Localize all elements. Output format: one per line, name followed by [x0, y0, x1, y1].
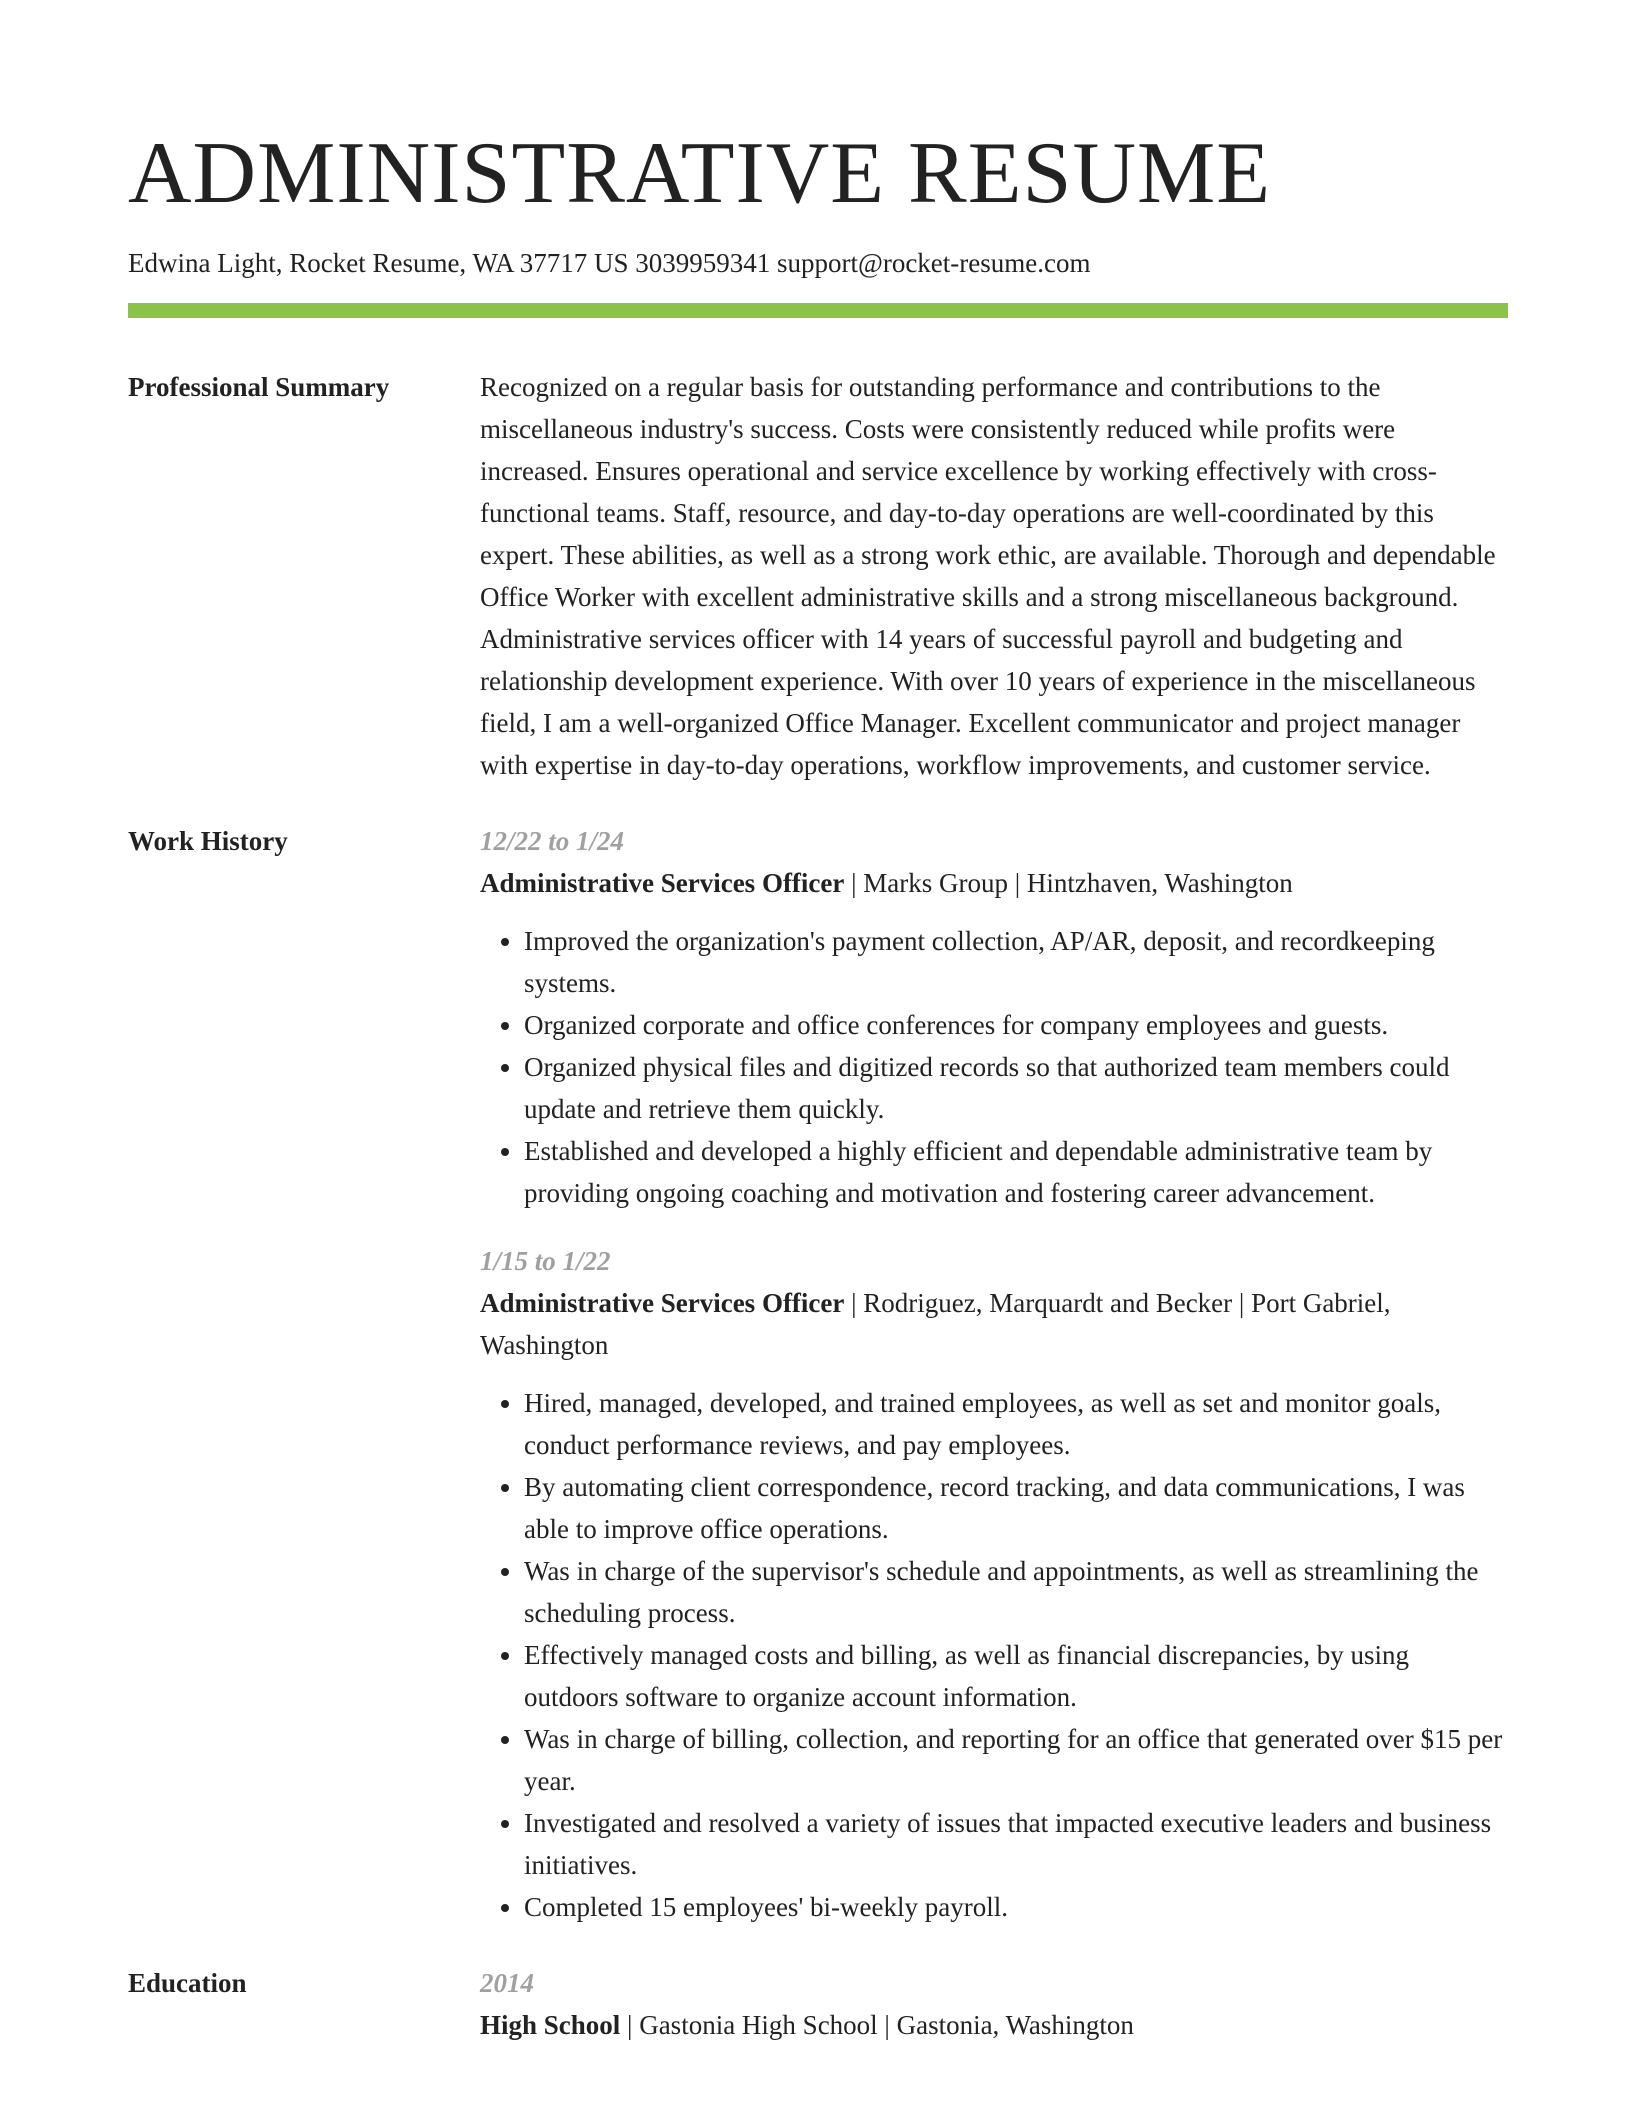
header-divider	[128, 303, 1508, 318]
job-details: | Marks Group | Hintzhaven, Washington	[844, 868, 1293, 899]
summary-body	[480, 366, 1508, 786]
summary-text: Recognized on a regular basis for outstanding performance and contributions to the miscellaneous industry's success. Costs were consistently reduced while profits were increased. Ensures operational and service excellence by working effectively with cross-functional teams. Staff, resource, and day-to-day operations are well-coordinated by this expert. These abilities, as well as a strong work ethic, are available. Thorough and dependable Office Worker with excellent administrative skills and a strong miscellaneous background. Administrative services officer with 14 years of successful payroll and budgeting and relationship development experience. With over 10 years of experience in the miscellaneous field, I am a well-organized Office Manager. Excellent communicator and project manager with expertise in day-to-day operations, workflow improvements, and customer service.	[480, 372, 1496, 781]
contact-name-location: Edwina Light, Rocket Resume, WA 37717 US	[128, 248, 629, 278]
education-body	[480, 1962, 1508, 2046]
work-history-body	[480, 820, 1508, 1928]
job-bullet: • Effectively managed costs and billing, as well as financial discrepancies, by using outdoors software to organize account information.	[524, 1634, 1508, 1718]
resume-title: ADMINISTRATIVE RESUME	[128, 125, 1271, 222]
job-bullet: • Investigated and resolved a variety of issues that impacted executive leaders and business initiatives.	[524, 1802, 1508, 1886]
section-label-summary: Professional Summary	[128, 372, 390, 403]
job-bullet: • Improved the organization's payment collection, AP/AR, deposit, and recordkeeping systems.	[524, 920, 1508, 1004]
job-title: Administrative Services Officer	[480, 868, 845, 899]
job-heading	[480, 862, 1508, 904]
education-degree: High School	[480, 2010, 621, 2041]
education-heading	[480, 2004, 1508, 2046]
job-dates: 1/15 to 1/22	[480, 1246, 611, 1277]
job-bullets	[480, 1382, 1508, 1928]
job-entry	[480, 1240, 1508, 1928]
job-bullet: • Completed 15 employees' bi-weekly payroll.	[524, 1886, 1508, 1928]
education-section	[128, 1962, 1508, 2046]
education-dates: 2014	[480, 1968, 534, 1999]
section-label-education: Education	[128, 1968, 247, 1999]
job-heading	[480, 1282, 1508, 1366]
job-details: | Rodriguez, Marquardt and Becker | Port Gabriel, Washington	[480, 1288, 1391, 1361]
job-bullet: • Organized corporate and office conferences for company employees and guests.	[524, 1004, 1508, 1046]
job-bullet: • By automating client correspondence, record tracking, and data communications, I was able to improve office operations.	[524, 1466, 1508, 1550]
work-history-section	[128, 820, 1508, 1928]
job-bullet: • Was in charge of the supervisor's schedule and appointments, as well as streamlining the scheduling process.	[524, 1550, 1508, 1634]
education-details: | Gastonia High School | Gastonia, Washington	[620, 2010, 1134, 2041]
job-bullet: • Was in charge of billing, collection, and reporting for an office that generated over $15 per year.	[524, 1718, 1508, 1802]
contact-line	[128, 246, 1508, 281]
job-title: Administrative Services Officer	[480, 1288, 845, 1319]
contact-phone: 3039959341	[635, 248, 771, 278]
job-bullet: • Organized physical files and digitized records so that authorized team members could update and retrieve them quickly.	[524, 1046, 1508, 1130]
section-label-work-history: Work History	[128, 826, 288, 857]
job-dates: 12/22 to 1/24	[480, 826, 625, 857]
job-bullets	[480, 920, 1508, 1214]
contact-email: support@rocket-resume.com	[776, 248, 1091, 278]
job-bullet: • Hired, managed, developed, and trained employees, as well as set and monitor goals, conduct performance reviews, and pay employees.	[524, 1382, 1508, 1466]
job-bullet: • Established and developed a highly efficient and dependable administrative team by providing ongoing coaching and motivation and fostering career advancement.	[524, 1130, 1508, 1214]
summary-section	[128, 366, 1508, 786]
job-entry	[480, 820, 1508, 1214]
